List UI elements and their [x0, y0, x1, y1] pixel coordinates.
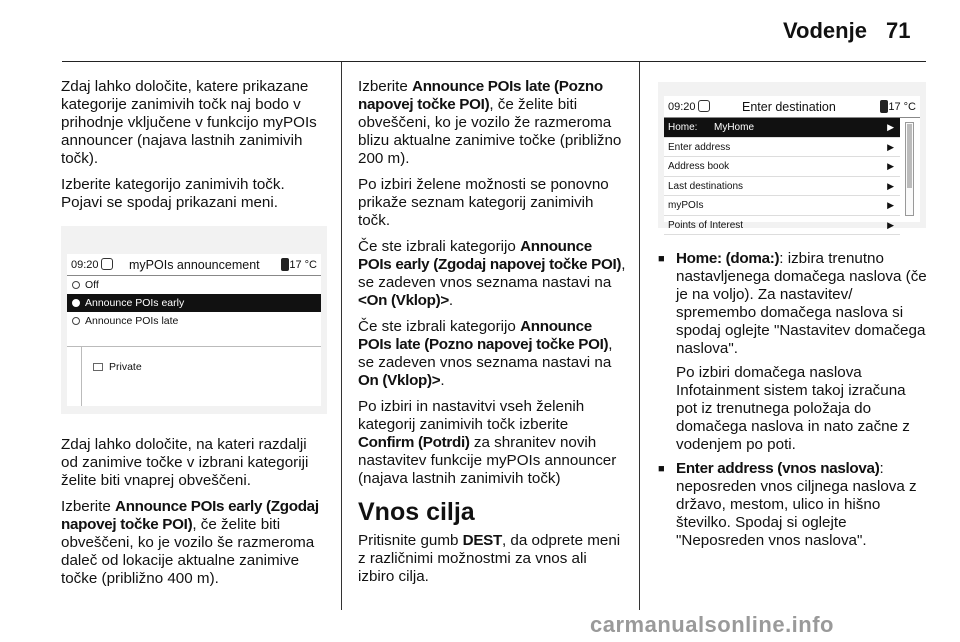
status-bar [664, 96, 920, 118]
column-3 [658, 78, 928, 556]
scrollbar[interactable] [905, 122, 914, 216]
arrow-right-icon: ▶ [887, 200, 894, 210]
screen-title: myPOIs announcement [129, 258, 260, 272]
category-icon [93, 363, 103, 371]
option-label: Announce POIs early [85, 297, 185, 309]
paragraph: Izberite kategorijo zanimivih točk. Pojavi se spodaj prikazani meni. [61, 176, 285, 211]
menu-item-enter-address[interactable]: Enter address ▶ [664, 138, 900, 158]
display-panel [664, 96, 920, 231]
temperature: 17 °C [888, 101, 916, 113]
column-2 [358, 78, 626, 594]
option-announce-early[interactable] [67, 294, 321, 312]
clock-time: 09:20 [668, 101, 696, 113]
option-label: Off [85, 279, 99, 291]
paragraph: Če ste izbrali kategorijo Announce POIs early (Zgodaj napovej točke POI), se zadeven vnos seznama nastavi na <On (Vklop)>. [358, 238, 626, 309]
header-rule [62, 61, 926, 62]
paragraph: Zdaj lahko določite, katere prikazane kategorije zanimivih točk naj bodo v prihodnje vključene v funkcijo myPOIs announcer (najava lastnih zanimivih točk). [61, 78, 317, 167]
option-label: Announce POIs late [85, 315, 179, 327]
arrow-right-icon: ▶ [887, 219, 894, 230]
column-divider-2 [639, 62, 640, 610]
page-header [0, 0, 960, 62]
mode-icon [101, 258, 113, 270]
display-panel [67, 254, 321, 406]
menu-item-home[interactable] [664, 118, 900, 138]
list-item: ■ Enter address (vnos naslova): neposreden vnos ciljnega naslova z državo, mestom, ulico in hišno številko. Spodaj si oglejte "Neposreden vnos naslova". [658, 460, 928, 550]
paragraph: Po izbiri želene možnosti se ponovno prikaže seznam kategorij zanimivih točk. [358, 176, 609, 229]
option-list [658, 250, 928, 550]
radio-icon [72, 281, 80, 289]
clock-time: 09:20 [71, 259, 99, 271]
arrow-right-icon: ▶ [887, 141, 894, 152]
thermometer-icon [281, 258, 289, 271]
screenshot-enter-destination [658, 82, 926, 231]
paragraph: Izberite Announce POIs late (Pozno napovej točke POI), če želite biti obveščeni, ko je vozilo že razmeroma blizu aktualne zanimive točke (približno 200 m). [358, 78, 622, 167]
menu-item-address-book[interactable]: Address book ▶ [664, 157, 900, 177]
home-label: Home: [668, 122, 698, 133]
thermometer-icon [880, 100, 888, 113]
screenshot-mypois-announcement [61, 226, 327, 414]
paragraph: Po izbiri in nastavitvi vseh želenih kategorij zanimivih točk izberite Confirm (Potrdi) za shranitev novih nastavitev funkcije myPOIs announcer (najava lastnih zanimivih točk) [358, 398, 617, 487]
menu-item-mypois[interactable]: myPOIs ▶ [664, 196, 900, 216]
scrollbar-thumb[interactable] [907, 124, 912, 188]
column-divider-1 [341, 62, 342, 610]
radio-icon [72, 299, 80, 307]
menu-item-points-of-interest[interactable]: Points of Interest ▶ [664, 216, 900, 236]
temperature: 17 °C [289, 259, 317, 271]
menu-item-last-destinations[interactable]: Last destinations ▶ [664, 177, 900, 197]
page-number: 71 [886, 18, 911, 43]
private-label: Private [109, 361, 142, 373]
status-bar [67, 254, 321, 276]
arrow-right-icon: ▶ [887, 161, 894, 171]
divider [81, 346, 82, 406]
screen-title: Enter destination [742, 100, 836, 114]
paragraph: Izberite Announce POIs early (Zgodaj napovej točke POI), če želite biti obveščeni, ko je vozilo še razmeroma daleč od lokacije aktualne zanimive točke (približno 400 m). [61, 498, 319, 587]
radio-icon [72, 317, 80, 325]
column-1 [61, 78, 327, 596]
section-heading: Vnos cilja [358, 498, 475, 526]
paragraph: Če ste izbrali kategorijo Announce POIs late (Pozno napovej točke POI), se zadeven vnos seznama nastavi na On (Vklop)>. [358, 318, 613, 389]
list-item: ■ Home: (doma:): izbira trenutno nastavljenega domačega naslova (če je na voljo). Za nastavitev/ spremembo domačega naslova si spodaj oglejte "Nastavitev domačega naslova". Po izbiri domačega naslova Infotainment sistem takoj izračuna pot iz trenutnega položaja do domačega naslova in nato začne z vodenjem po poti. [658, 250, 928, 454]
arrow-right-icon: ▶ [887, 180, 894, 191]
option-announce-late[interactable] [67, 312, 321, 330]
section-title: Vodenje [783, 18, 867, 43]
home-value: MyHome [714, 122, 755, 133]
paragraph: Pritisnite gumb DEST, da odprete meni z različnimi možnostmi za vnos ali izbiro cilja. [358, 532, 621, 585]
option-off[interactable] [67, 276, 321, 294]
divider [67, 346, 321, 347]
arrow-right-icon: ▶ [887, 122, 894, 132]
private-item[interactable] [93, 358, 142, 376]
paragraph: Zdaj lahko določite, na kateri razdalji od zanimive točke v izbrani kategoriji želite biti vnaprej obveščeni. [61, 436, 309, 489]
watermark: carmanualsonline.info [590, 612, 834, 637]
mode-icon [698, 100, 710, 112]
